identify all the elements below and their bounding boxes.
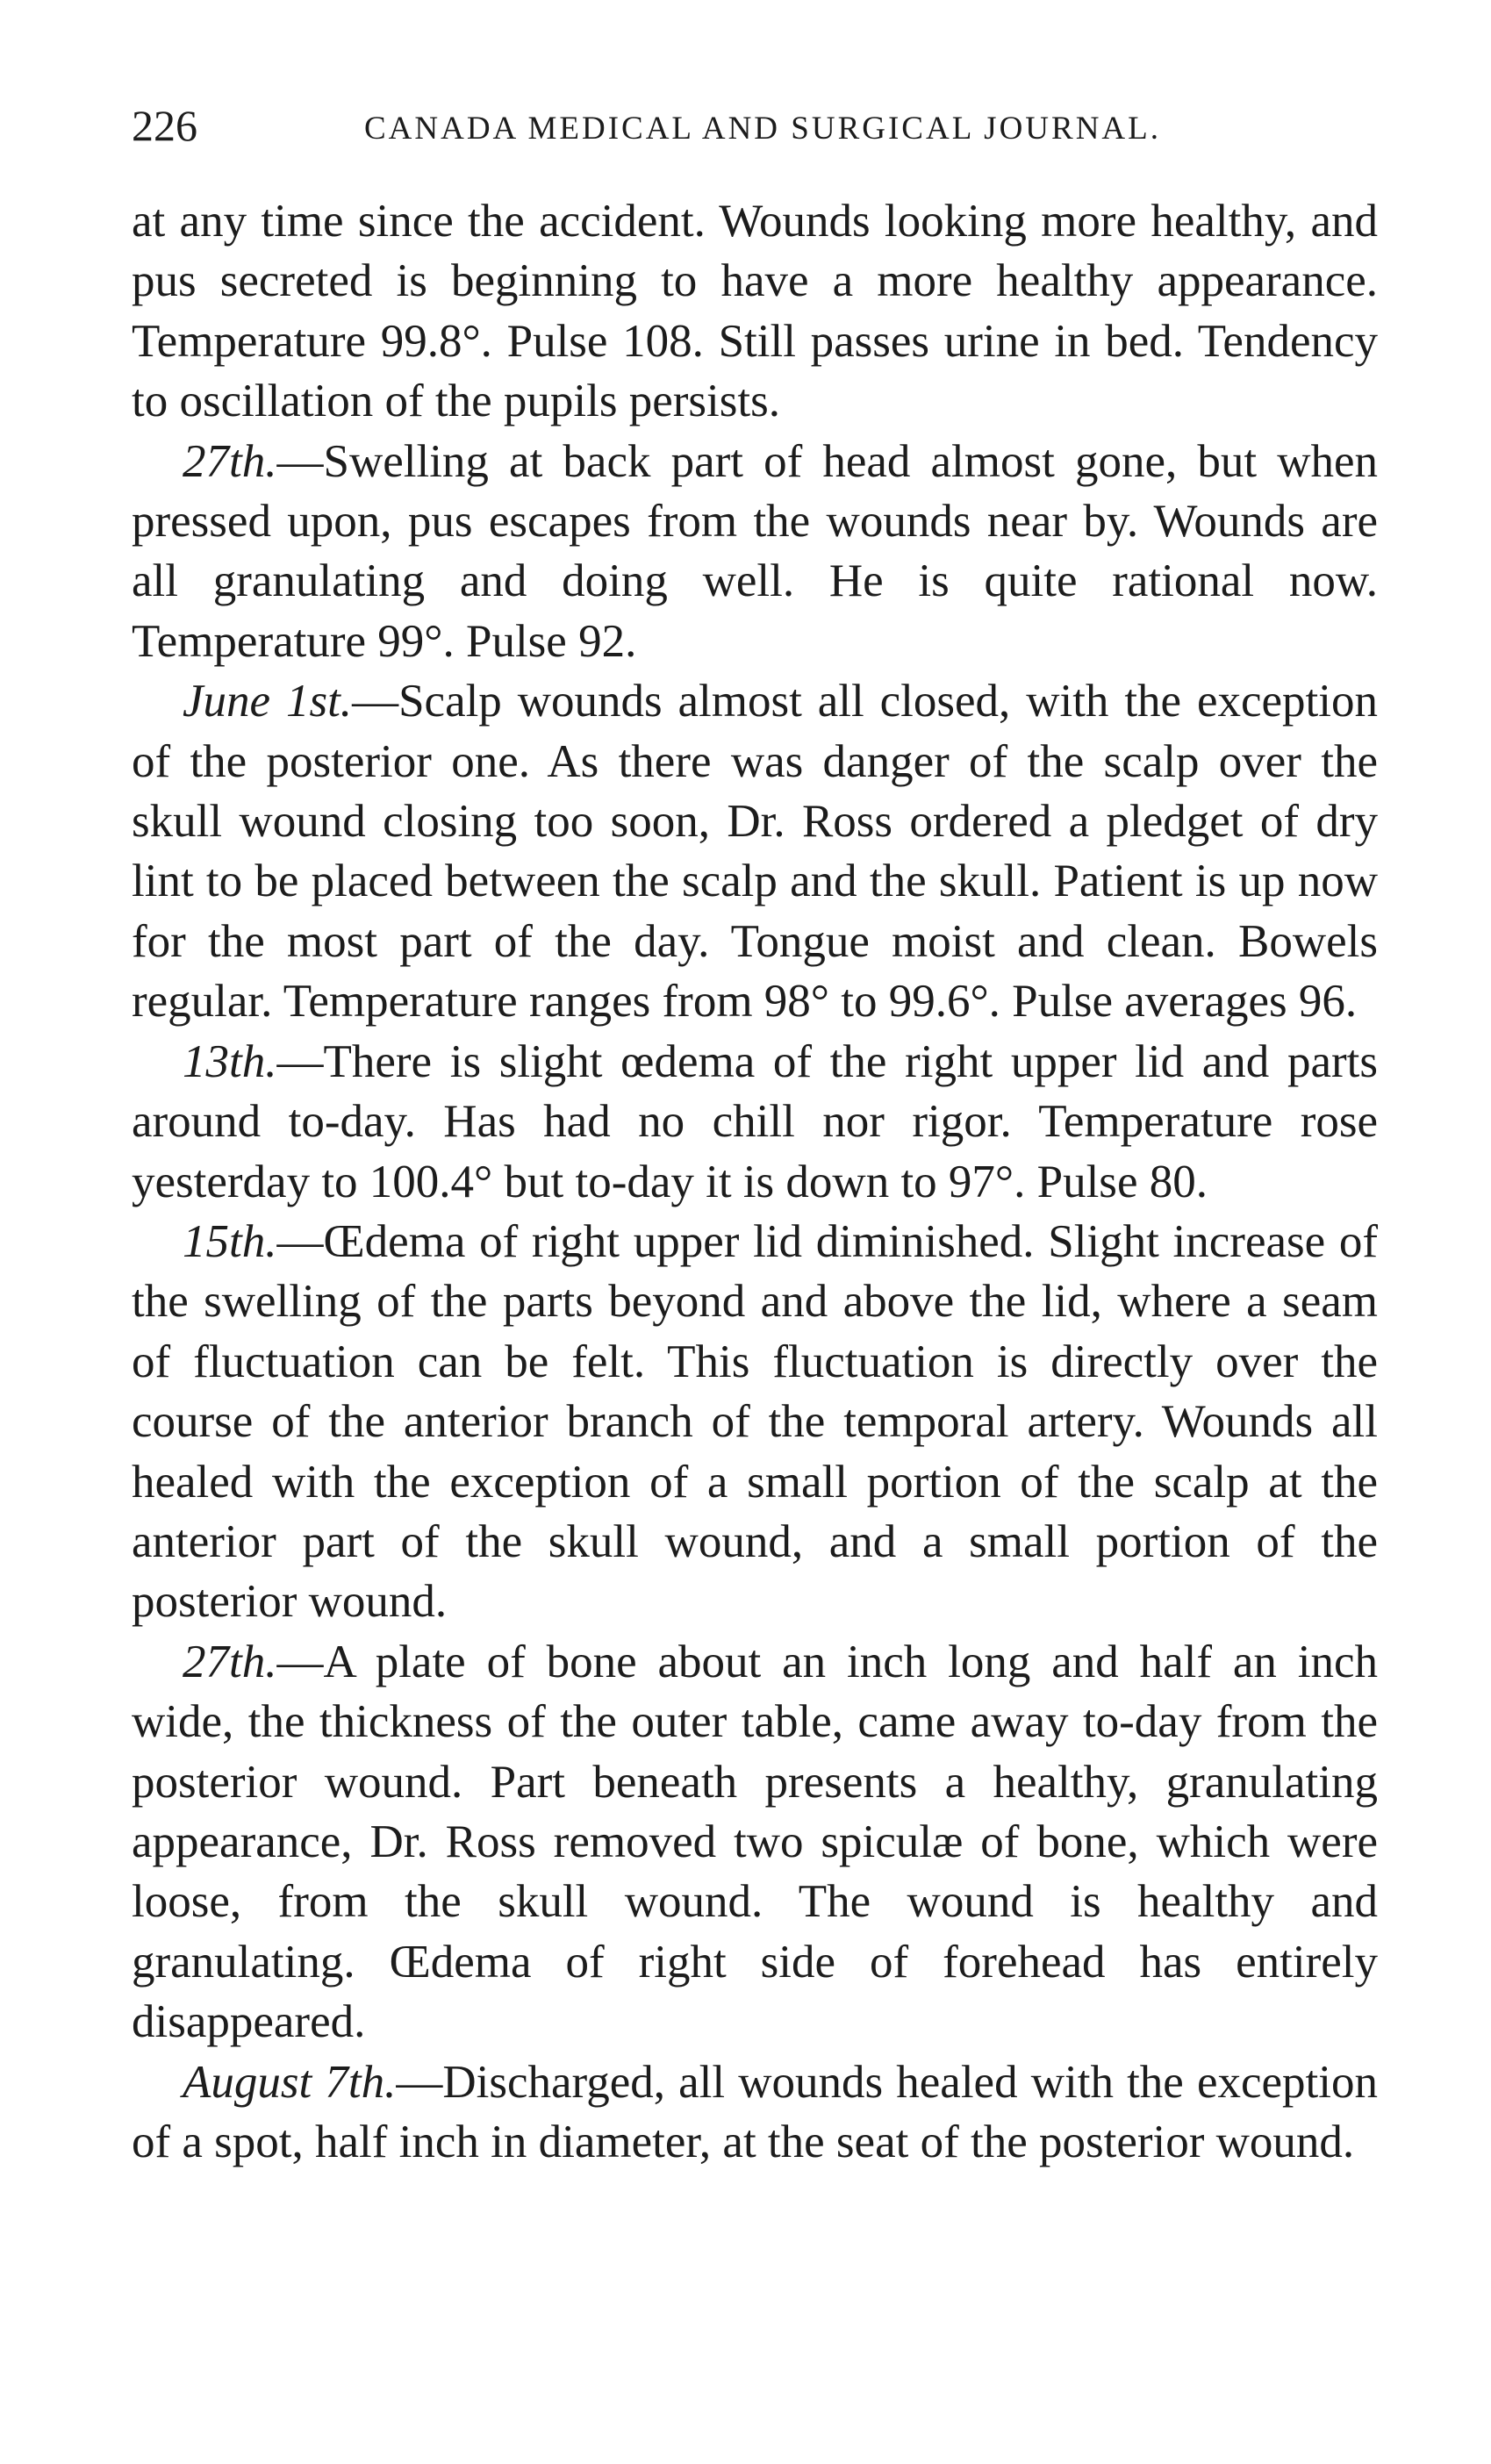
- entry-june-1st: [132, 671, 1378, 1031]
- body-text: [132, 191, 1378, 2172]
- entry-13th: [132, 1032, 1378, 1212]
- entry-date: June 1st.: [183, 676, 353, 727]
- entry-15th: [132, 1212, 1378, 1632]
- entry-text: —Scalp wounds almost all closed, with the exception of the posterior one. As there was danger of the scalp over the skull wound closing too soon, Dr. Ross ordered a pledget of dry lint to be placed between the scalp and the skull. Patient is up now for the most part of the day. Tongue moist and clean. Bowels regular. Temperature ranges from 98° to 99.6°. Pulse averages 96.: [132, 676, 1378, 1028]
- entry-date: 27th.: [183, 435, 277, 487]
- entry-text: —A plate of bone about an inch long and half an inch wide, the thickness of the outer table, came away to-day from the posterior wound. Part beneath presents a healthy, granulating appearance, Dr. Ross removed two spiculæ of bone, which were loose, from the skull wound. The wound is healthy and granulating. Œdema of right side of forehead has entirely disappeared.: [132, 1636, 1378, 2048]
- entry-27th-may: [132, 432, 1378, 672]
- entry-text: —Discharged, all wounds healed with the exception of a spot, half inch in diameter, at the seat of the posterior wound.: [132, 2056, 1378, 2167]
- entry-date: 27th.: [183, 1636, 277, 1687]
- entry-text: —Œdema of right upper lid diminished. Slight increase of the swelling of the parts beyond and above the lid, where a seam of fluctuation can be felt. This fluctuation is directly over the course of the anterior branch of the temporal artery. Wounds all healed with the exception of a small portion of the scalp at the anterior part of the skull wound, and a small portion of the posterior wound.: [132, 1215, 1378, 1628]
- entry-27th-june: [132, 1632, 1378, 2052]
- journal-title: CANADA MEDICAL AND SURGICAL JOURNAL.: [364, 111, 1161, 147]
- page-number: 226: [132, 101, 197, 150]
- entry-date: 15th.: [183, 1215, 277, 1267]
- paragraph-continuation: [132, 191, 1378, 432]
- entry-date: 13th.: [183, 1035, 277, 1087]
- entry-date: August 7th.: [183, 2056, 397, 2108]
- running-head: [132, 95, 1378, 156]
- entry-text: —There is slight œdema of the right upper lid and parts around to-day. Has had no chill nor rigor. Temperature rose yesterday to 100.4° but to-day it is down to 97°. Pulse 80.: [132, 1035, 1378, 1207]
- entry-august-7th: [132, 2052, 1378, 2173]
- paragraph-text: at any time since the accident. Wounds looking more healthy, and pus secreted is beginning to have a more healthy appearance. Temperature 99.8°. Pulse 108. Still passes urine in bed. Tendency to oscillation of the pupils persists.: [132, 196, 1378, 427]
- entry-text: —Swelling at back part of head almost gone, but when pressed upon, pus escapes from the wounds near by. Wounds are all granulating and doing well. He is quite rational now. Temperature 99°. Pulse 92.: [132, 435, 1378, 667]
